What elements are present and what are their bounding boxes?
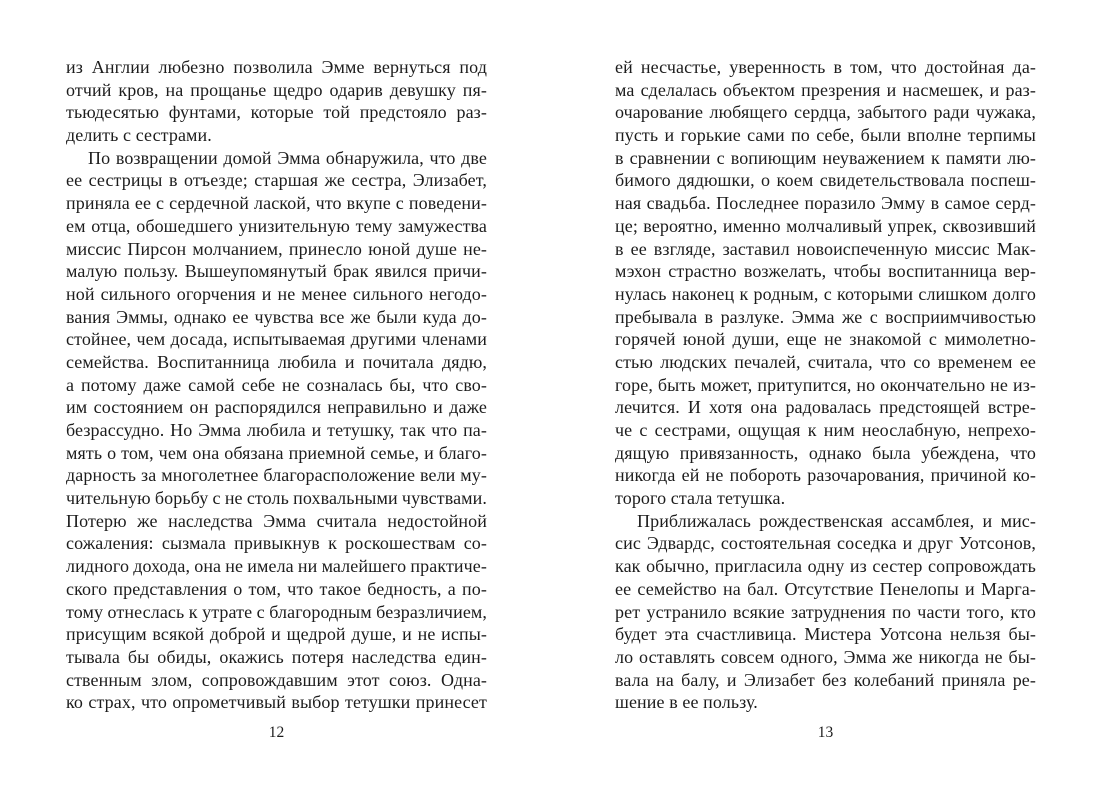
text-line: ственным злом, сопровождавшим этот союз. Одна- (66, 669, 487, 690)
page-number: 12 (268, 724, 285, 741)
text-line: в сравнении с вопиющим неуважением к памяти лю- (615, 147, 1036, 168)
text-line: чительную борьбу с не столь похвальными чувствами. (66, 488, 487, 509)
text-line: ее сестрицы в отъезде; старшая же сестра, Элизабет, (66, 170, 487, 191)
text-line: торого стала тетушка. (615, 488, 786, 509)
text-line: нулась наконец к родным, с которыми слишком долго (615, 283, 1036, 304)
text-line: семейства. Воспитанница любила и почитала дядю, (66, 351, 487, 372)
text-line: ем отца, обошедшего унизительную тему замужества (66, 215, 487, 236)
text-line: ского представления о том, что такое бедность, а по- (66, 578, 487, 599)
text-line: рет устранило всякие затруднения по части того, кто (615, 601, 1036, 622)
text-line: дящую привязанность, однако была убеждена, что (615, 442, 1036, 463)
text-line: бимого дядюшки, о коем свидетельствовала поспеш- (615, 170, 1036, 191)
text-line: тывала бы обиды, окажись потеря наследства един- (66, 646, 487, 667)
text-line: в ее взгляде, заставил новоиспеченную миссис Мак- (615, 238, 1036, 259)
text-line: дарность за многолетнее благорасположение вели му- (66, 465, 487, 486)
text-line: ло оставлять совсем одного, Эмма же никогда не бы- (615, 646, 1036, 667)
text-line: лидного дохода, она не имела ни малейшего практиче- (66, 556, 487, 577)
text-line: миссис Пирсон молчанием, принесло юной душе не- (66, 238, 487, 259)
text-line: отчий кров, на прощанье щедро одарив девушку пя- (66, 79, 487, 100)
text-line: тьюдесятью фунтами, которые той предстояло раз- (66, 102, 487, 123)
text-line: Потерю же наследства Эмма считала недостойной (66, 510, 487, 531)
text-line: ей несчастье, уверенность в том, что достойная да- (615, 57, 1036, 77)
text-line: ма сделалась объектом презрения и насмешек, и раз- (615, 79, 1036, 100)
text-line: тому отнеслась к утрате с благородным безразличием, (66, 601, 487, 622)
text-line: ная свадьба. Последнее поразило Эмму в самое серд- (615, 193, 1036, 214)
text-line: безрассудно. Но Эмма любила и тетушку, так что па- (66, 420, 487, 440)
text-line: им состоянием он распорядился неправильно и даже (66, 397, 487, 418)
text-line: це; вероятно, именно молчаливый упрек, сквозивший (615, 215, 1036, 236)
text-line: ее семейство на бал. Отсутствие Пенелопы и Марга- (615, 578, 1036, 599)
text-line: мять о том, чем она обязана приемной семье, и благо- (66, 442, 487, 463)
text-line: горячей юной души, еще не знакомой с мимолетно- (615, 329, 1036, 350)
page-right[interactable] (550, 0, 1100, 792)
text-line: никогда ей не побороть разочарования, причиной ко- (615, 465, 1036, 486)
page-left-text (66, 56, 487, 714)
text-line: лечится. И хотя она радовалась предстоящей встре- (615, 397, 1036, 418)
text-line: мэхон страстно возжелать, чтобы воспитанница вер- (615, 261, 1036, 282)
text-line: вания Эммы, однако ее чувства все же были куда до- (66, 306, 487, 327)
text-line: делить с сестрами. (66, 125, 212, 146)
text-line: че с сестрами, ощущая к ним неослабную, непрехо- (615, 420, 1036, 440)
text-line: из Англии любезно позволила Эмме вернуться под (66, 57, 487, 77)
text-line: будет эта счастливица. Мистера Уотсона нельзя бы- (615, 624, 1036, 645)
text-line: ной сильного огорчения и не менее сильного негодо- (66, 283, 487, 304)
text-line: пребывала в разлуке. Эмма же с восприимчивостью (615, 306, 1036, 327)
text-line: как обычно, пригласила одну из сестер сопровождать (615, 556, 1036, 577)
text-line: малую пользу. Вышеупомянутый брак явился причи- (66, 261, 487, 282)
page-number: 13 (817, 724, 834, 741)
text-line: вала на балу, и Элизабет без колебаний приняла ре- (615, 669, 1036, 690)
page-right-text (615, 56, 1036, 714)
text-line: Приближалась рождественская ассамблея, и мис- (637, 510, 1036, 531)
text-line: присущим всякой доброй и щедрой душе, и не испы- (66, 624, 487, 645)
text-line: приняла ее с сердечной лаской, что вкупе с поведени- (66, 193, 487, 214)
text-line: стойнее, чем досада, испытываемая другими членами (66, 329, 487, 350)
text-line: а потому даже самой себе не созналась бы, что сво- (66, 374, 487, 395)
text-line: сис Эдвардс, состоятельная соседка и друг Уотсонов, (615, 533, 1036, 554)
text-line: шение в ее пользу. (615, 692, 758, 713)
text-line: ко страх, что опрометчивый выбор тетушки принесет (66, 692, 487, 713)
text-line: горе, быть может, притупится, но окончательно не из- (615, 374, 1036, 395)
text-line: стью людских печалей, считала, что со временем ее (615, 351, 1036, 372)
text-line: пусть и горькие сами по себе, были вполне терпимы (615, 125, 1036, 146)
text-line: очарование любящего сердца, забытого ради чужака, (615, 102, 1036, 123)
text-line: сожаления: сызмала привыкнув к роскошествам со- (66, 533, 487, 554)
text-line: По возвращении домой Эмма обнаружила, что две (88, 147, 487, 168)
